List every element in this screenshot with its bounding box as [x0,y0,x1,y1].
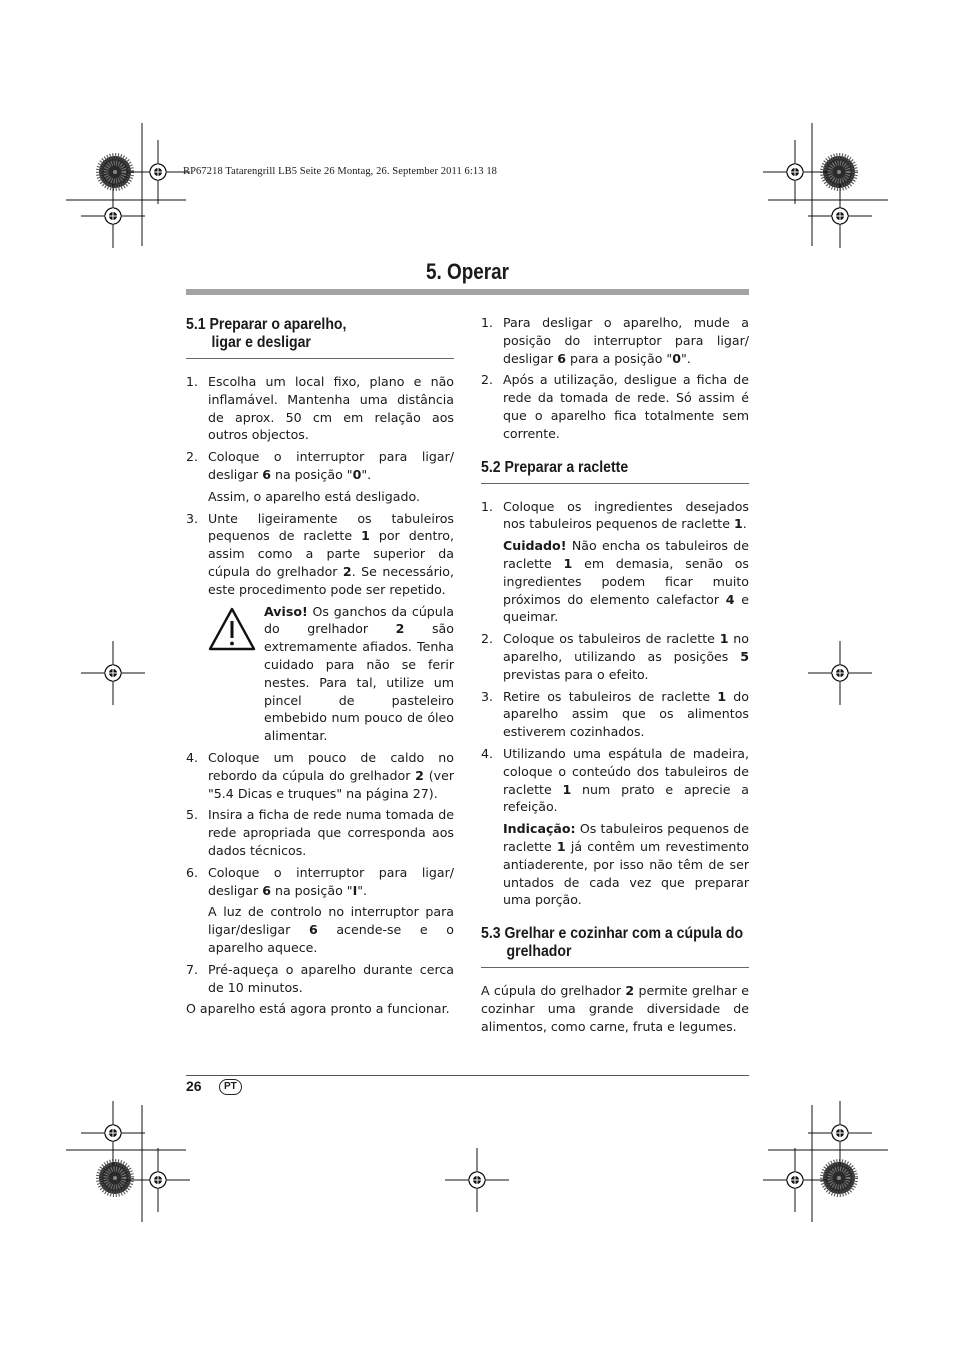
section-rule [481,967,749,968]
info-note: Indicação: Os tabuleiros pequenos de raclette 1 já contêm um revestimento antiaderente, por isso não têm de ser untados de cada vez que preparar uma porção. [503,821,749,908]
section-5-1-heading: 5.1 Preparar o aparelho, ligar e desligar [186,316,347,351]
list-item: 1. Para desligar o aparelho, mude a posição do interruptor para ligar/ desligar 6 para a posição "0". [481,315,749,366]
title-bar [186,289,749,295]
section-rule [481,483,749,484]
list-item: 4. Coloque um pouco de caldo no rebordo da cúpula do grelhador 2 (ver "5.4 Dicas e truques" na página 27). [186,749,454,801]
list-item: 6. Coloque o interruptor para ligar/ desligar 6 na posição "I". [186,864,454,898]
list-item: 2. Após a utilização, desligue a ficha de rede da tomada de rede. Só assim é que o aparelho fica totalmente sem corrente. [481,372,749,441]
page-title: 5. Operar [425,259,510,284]
warning-label: Aviso! [264,603,308,619]
list-item: 3. Retire os tabuleiros de raclette 1 do aparelho assim que os alimentos estiverem cozinhados. [481,688,750,740]
list-item-note: A luz de controlo no interruptor para ligar/desligar 6 acende-se e o aparelho aquece. [208,904,455,955]
language-badge: PT [219,1079,242,1095]
section-rule [186,358,454,359]
caution-note: Cuidado! Não encha os tabuleiros de raclette 1 em demasia, senão os ingredientes podem ficar muito próximos do elemento calefactor 4 e queimar. [503,538,749,625]
page-number: 26 [186,1078,202,1094]
section-5-2-heading: 5.2 Preparar a raclette [481,458,629,476]
list-item: 7. Pré-aqueça o aparelho durante cerca de 10 minutos. [186,961,454,995]
starburst-mark-bottom-right [823,1162,855,1194]
section-5-3-heading: 5.3 Grelhar e cozinhar com a cúpula do grelhador [481,925,744,961]
list-item: 2. Coloque os tabuleiros de raclette 1 no aparelho, utilizando as posições 5 previstas para o efeito. [481,631,749,682]
left-column [186,316,454,1018]
warning-box: Aviso! Os ganchos da cúpula do grelhador 2 são extremamente afiados. Tenha cuidado para não se ferir nestes. Para tal, utilize um pincel de pasteleiro embebido num pouco de óleo alimentar. [208,603,454,745]
footer-rule [186,1075,749,1076]
list-item: 4. Utilizando uma espátula de madeira, coloque o conteúdo dos tabuleiros de raclette 1 num prato e aprecie a refeição. [481,745,750,815]
section-5-3-text: A cúpula do grelhador 2 permite grelhar e cozinhar uma grande diversidade de alimentos, como carne, fruta e legumes. [481,983,749,1034]
list-item: 2. Coloque o interruptor para ligar/ desligar 6 na posição "0". [186,449,454,482]
list-item: 1. Coloque os ingredientes desejados nos tabuleiros pequenos de raclette 1. [481,498,749,532]
list-item: 3. Unte ligeiramente os tabuleiros pequenos de raclette 1 por dentro, assim como a parte superior da cúpula do grelhador 2. Se necessário, este procedimento pode ser repetido. [186,510,454,597]
warning-triangle-icon [208,607,256,651]
list-item: 1. Escolha um local fixo, plano e não inflamável. Mantenha uma distância de aprox. 50 cm em relação aos outros objectos. [186,374,454,443]
starburst-mark-bottom-left [99,1162,131,1194]
list-item: 5. Insira a ficha de rede numa tomada de rede apropriada que corresponda aos dados técnicos. [186,807,454,858]
closing-text: O aparelho está agora pronto a funcionar. [186,1001,450,1017]
starburst-mark-top-right [823,156,855,188]
print-info: RP67218 Tatarengrill LB5 Seite 26 Montag, 26. September 2011 6:13 18 [183,166,498,177]
right-column [481,314,749,1036]
list-item-note: Assim, o aparelho está desligado. [208,488,420,504]
